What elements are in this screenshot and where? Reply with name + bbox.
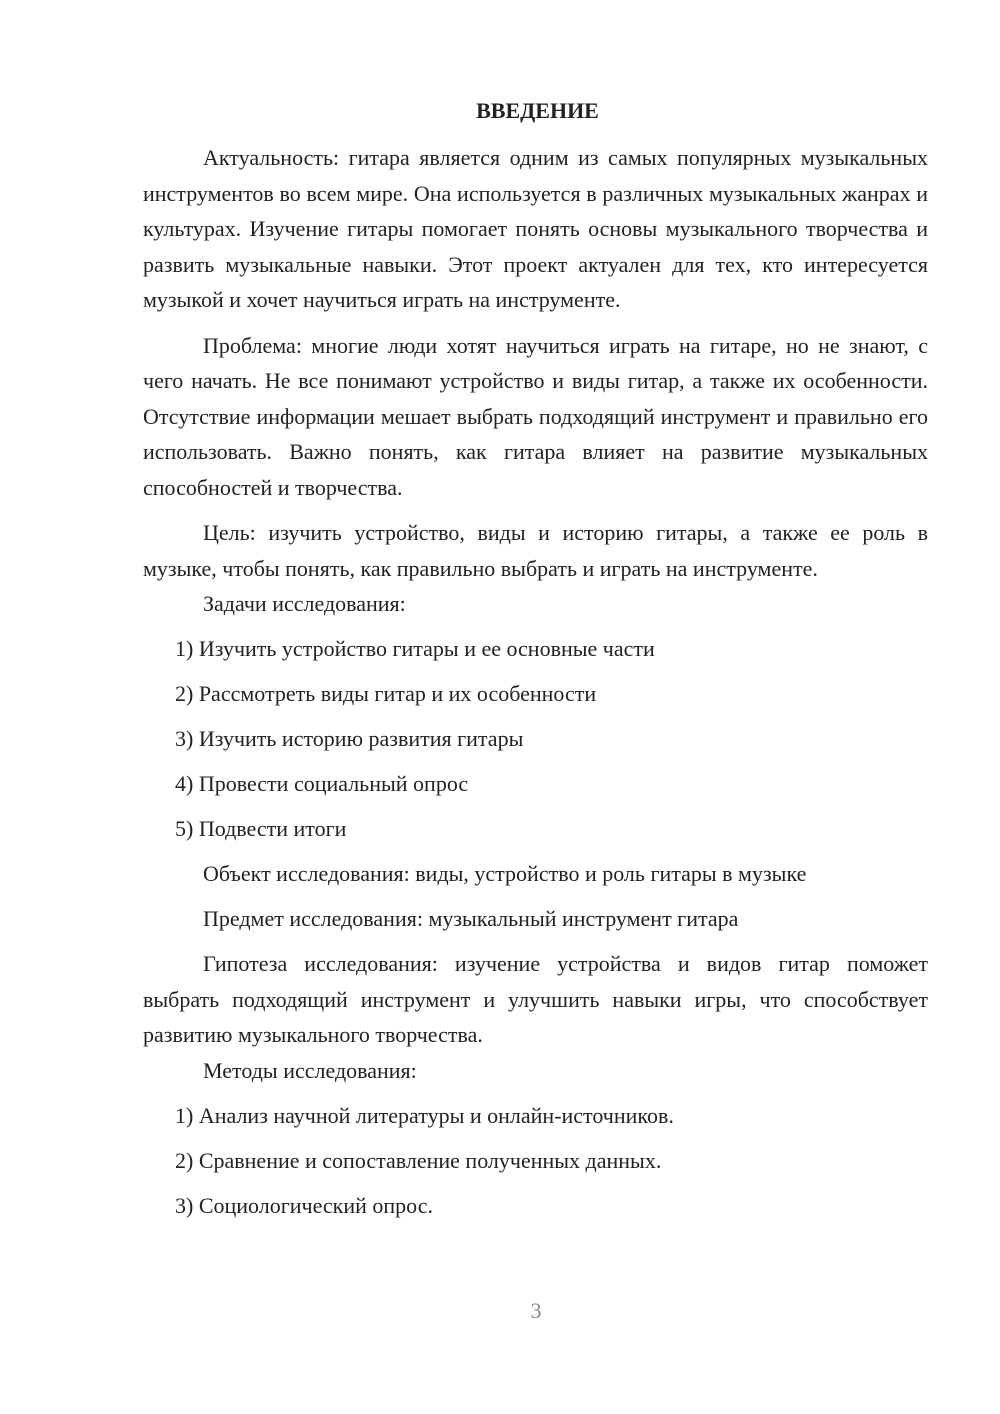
list-item: 1) Изучить устройство гитары и ее основные части [175,636,655,661]
page-number: 3 [530,1298,542,1323]
methods-label: Методы исследования: [203,1057,417,1083]
list-item: 3) Изучить историю развития гитары [175,726,524,751]
methods-list [143,1098,928,1224]
relevance-paragraph: Актуальность: гитара является одним из самых популярных музыкальных инструментов во всем мире. Она используется в различных музыкальных жанрах и культурах. Изучение гитары помогает понять основы музыкального творчества и развить музыкальные навыки. Этот проект актуален для тех, кто интересуется музыкой и хочет научиться играть на инструменте. [143,145,928,312]
list-item: 2) Сравнение и сопоставление полученных данных. [175,1147,662,1173]
research-object: Объект исследования: виды, устройство и роль гитары в музыке [203,861,807,886]
list-item: 4) Провести социальный опрос [175,771,469,796]
goal-paragraph: Цель: изучить устройство, виды и историю гитары, а также ее роль в музыке, чтобы понять, как правильно выбрать и играть на инструменте. [143,520,928,581]
list-item: 5) Подвести итоги [175,816,347,841]
page-title: ВВЕДЕНИЕ [476,98,599,123]
hypothesis-paragraph: Гипотеза исследования: изучение устройства и видов гитар поможет выбрать подходящий инструмент и улучшить навыки игры, что способствует развитию музыкального творчества. [143,951,928,1047]
problem-paragraph: Проблема: многие люди хотят научиться играть на гитаре, но не знают, с чего начать. Не все понимают устройство и виды гитар, а также их особенности. Отсутствие информации мешает выбрать подходящий инструмент и правильно его использовать. Важно понять, как гитара влияет на развитие музыкальных способностей и творчества. [143,332,928,500]
list-item: 3) Социологический опрос. [175,1192,433,1218]
tasks-list [143,631,928,847]
list-item: 1) Анализ научной литературы и онлайн-источников. [175,1102,674,1128]
document-page [143,96,928,1223]
tasks-label: Задачи исследования: [203,591,406,616]
research-subject: Предмет исследования: музыкальный инструмент гитара [203,906,739,931]
list-item: 2) Рассмотреть виды гитар и их особенности [175,681,597,706]
